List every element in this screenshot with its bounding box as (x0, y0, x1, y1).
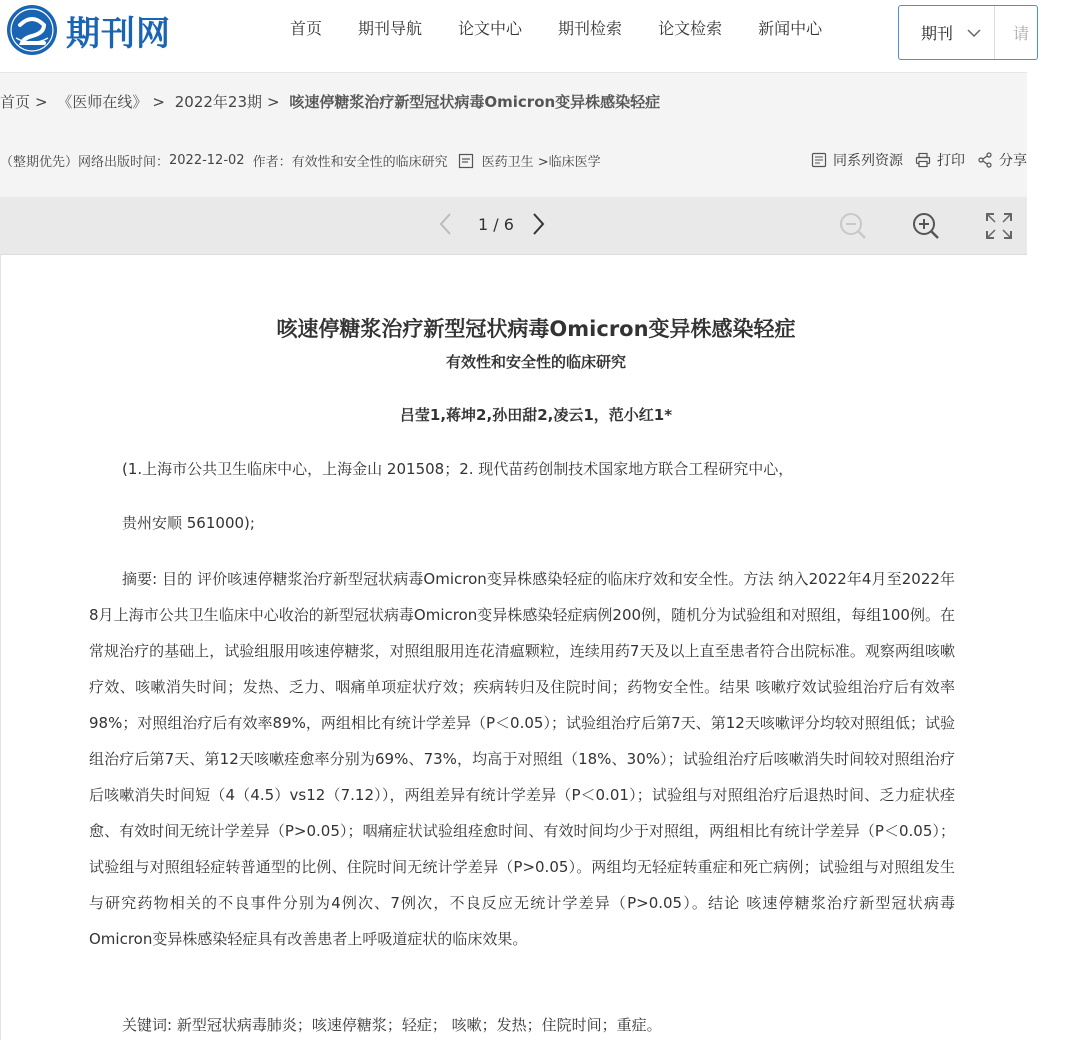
article-category[interactable]: 医药卫生 >临床医学 (481, 155, 601, 170)
author-value: 有效性和安全性的临床研究 (291, 155, 448, 170)
chevron-down-icon (967, 28, 981, 38)
article-tools (799, 150, 1027, 170)
pub-time-label: （整期优先）网络出版时间： (0, 155, 170, 170)
author-label: 作者： (252, 155, 292, 170)
affiliation-line-2: 贵州安顺 561000); (122, 514, 255, 532)
print-button[interactable] (915, 150, 965, 170)
share-button[interactable] (977, 150, 1027, 170)
share-icon (977, 152, 993, 168)
paper-title: 咳速停糖浆治疗新型冠状病毒Omicron变异株感染轻症 (276, 317, 796, 341)
article-meta (0, 151, 601, 170)
paper-authors: 吕莹1,蒋坤2,孙田甜2,凌云1，范小红1* (399, 406, 673, 424)
series-resources-button[interactable] (811, 150, 903, 170)
pdf-viewer-toolbar (0, 197, 1027, 255)
search-type-select[interactable] (899, 6, 995, 59)
print-label: 打印 (937, 153, 965, 169)
breadcrumb-journal[interactable]: 《医师在线》 (57, 93, 148, 111)
page-indicator: 1 / 6 (478, 214, 514, 234)
nav-item-news[interactable]: 新闻中心 (758, 19, 823, 38)
logo-text: 期刊网 (66, 13, 171, 54)
printer-icon (915, 152, 931, 168)
nav-item-paper-search[interactable]: 论文检索 (658, 19, 723, 38)
site-logo[interactable] (4, 2, 171, 58)
breadcrumb: 首页 > 《医师在线》 > 2022年23期 > 咳速停糖浆治疗新型冠状病毒Omicron变异株感染轻症 (0, 93, 661, 111)
search-type-value: 期刊 (921, 24, 954, 43)
nav-item-journal-nav[interactable]: 期刊导航 (358, 19, 423, 38)
nav-item-home[interactable]: 首页 (290, 19, 323, 38)
search-input[interactable]: 请 (1013, 24, 1030, 43)
series-label: 同系列资源 (833, 153, 903, 169)
breadcrumb-issue[interactable]: 2022年23期 (174, 93, 263, 111)
fullscreen-icon[interactable] (985, 212, 1013, 240)
document-icon (458, 153, 474, 169)
zoom-out-icon[interactable] (838, 211, 868, 241)
nav-item-papers[interactable]: 论文中心 (458, 19, 523, 38)
pub-date: 2022-12-02 (169, 153, 245, 168)
share-label: 分享 (999, 153, 1027, 169)
breadcrumb-home[interactable]: 首页 (0, 93, 31, 111)
paper-subtitle: 有效性和安全性的临床研究 (445, 353, 626, 371)
logo-badge-icon (4, 3, 62, 57)
breadcrumb-current: 咳速停糖浆治疗新型冠状病毒Omicron变异株感染轻症 (289, 93, 661, 111)
article-info-bar (0, 72, 1027, 197)
series-icon (811, 152, 827, 168)
zoom-in-icon[interactable] (911, 211, 941, 241)
document-page (0, 255, 1027, 1040)
paper-abstract: 摘要: 目的 评价咳速停糖浆治疗新型冠状病毒Omicron变异株感染轻症的临床疗效和安全性。方法 纳入2022年4月至2022年8月上海市公共卫生临床中心收治的新型冠状病毒Omicron变异株感染轻症病例200例，随机分为试验组和对照组，每组100例。在常规治疗的基础上，试验组服用咳速停糖浆，对照组服用连花清瘟颗粒，连续用药7天及以上直至患者符合出院标准。观察两组咳嗽疗效、咳嗽消失时间；发热、乏力、咽痛单项症状疗效；疾病转归及住院时间；药物安全性。结果 咳嗽疗效试验组治疗后有效率98%；对照组治疗后有效率89%，两组相比有统计学差异（P＜0.05）；试验组治疗后第7天、第12天咳嗽评分均较对照组低；试验组治疗后第7天、第12天咳嗽痊愈率分别为69%、73%，均高于对照组（18%、30%）；试验组治疗后咳嗽消失时间较对照组治疗后咳嗽消失时间短（4（4.5）vs12（7.12）），两组差异有统计学差异（P＜0.01）；试验组与对照组治疗后退热时间、乏力症状痊愈、有效时间无统计学差异（P>0.05）；咽痛症状试验组痊愈时间、有效时间均少于对照组，两组相比有统计学差异（P＜0.05）；试验组与对照组轻症转普通型的比例、住院时间无统计学差异（P>0.05）。两组均无轻症转重症和死亡病例；试验组与对照组发生与研究药物相关的不良事件分别为4例次、7例次，不良反应无统计学差异（P>0.05）。结论 咳速停糖浆治疗新型冠状病毒Omicron变异株感染轻症具有改善患者上呼吸道症状的临床效果。 (89, 570, 955, 948)
site-header (0, 0, 1030, 72)
main-nav (272, 16, 840, 42)
nav-item-journal-search[interactable]: 期刊检索 (558, 19, 623, 38)
prev-page-icon[interactable] (436, 211, 456, 237)
search-box (898, 5, 1038, 60)
affiliation-line-1: (1.上海市公共卫生临床中心，上海金山 201508；2. 现代苗药创制技术国家地方联合工程研究中心， (122, 460, 794, 478)
pager (436, 211, 548, 237)
paper-keywords: 关键词: 新型冠状病毒肺炎；咳速停糖浆；轻症； 咳嗽；发热；住院时间；重症。 (122, 1016, 662, 1034)
next-page-icon[interactable] (528, 211, 548, 237)
